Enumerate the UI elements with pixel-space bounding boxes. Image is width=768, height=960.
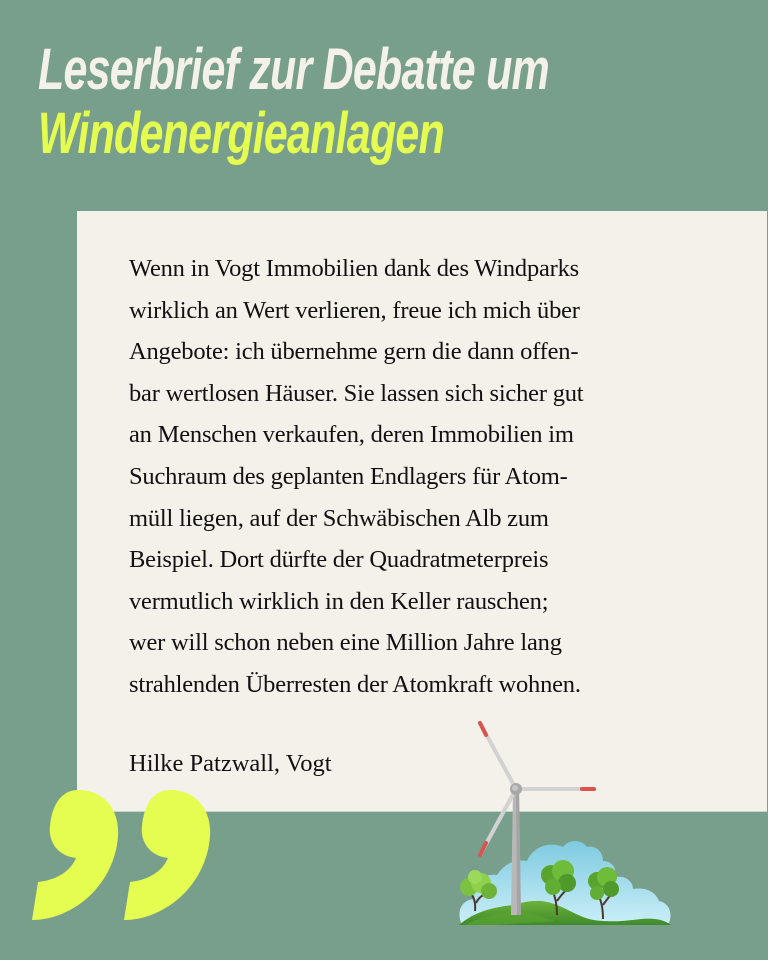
closing-quote-icon — [30, 790, 230, 920]
letter-line: müll liegen, auf der Schwäbischen Alb zum — [129, 504, 549, 532]
headline — [38, 38, 549, 166]
letter-signature: Hilke Patzwall, Vogt — [129, 750, 332, 777]
letter-line: Wenn in Vogt Immobilien dank des Windparks — [129, 255, 580, 282]
letter-line: bar wertlosen Häuser. Sie lassen sich sicher gut — [129, 379, 584, 407]
letter-line: Beispiel. Dort dürfte der Quadratmeterpreis — [129, 546, 549, 574]
headline-line-2-accent: Windenergieanlagen — [38, 101, 445, 166]
letter-line: wirklich an Wert verlieren, freue ich mich über — [129, 296, 580, 324]
letter-line: an Menschen verkaufen, deren Immobilien im — [129, 421, 574, 449]
letter-line: wer will schon neben eine Million Jahre lang — [129, 629, 562, 657]
letter-line: vermutlich wirklich in den Keller rauschen; — [129, 587, 549, 615]
letter-body — [129, 248, 729, 706]
wind-turbine-illustration — [455, 715, 675, 930]
headline-line-1: Leserbrief zur Debatte um — [38, 37, 549, 102]
letter-line: strahlenden Überresten der Atomkraft wohnen. — [129, 670, 581, 698]
letter-line: Suchraum des geplanten Endlagers für Atom- — [129, 462, 568, 490]
letter-line: Angebote: ich übernehme gern die dann offen- — [129, 338, 579, 366]
